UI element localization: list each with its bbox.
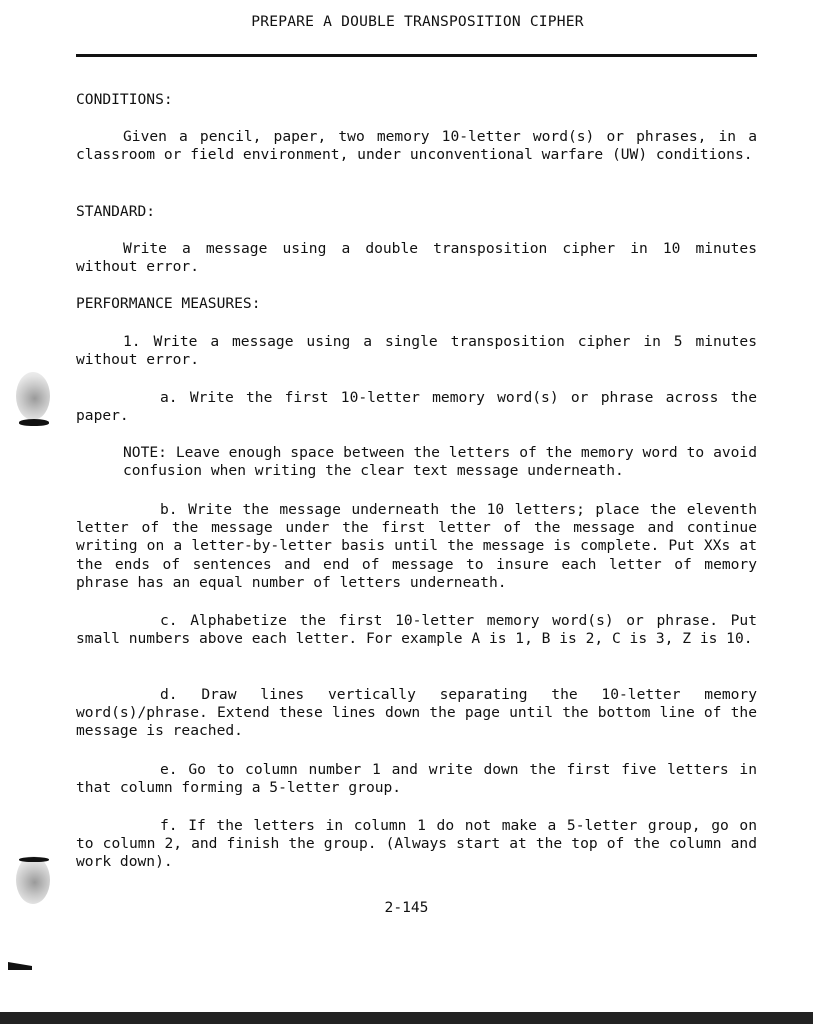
binder-hole-icon: [16, 856, 50, 904]
step-b: b. Write the message underneath the 10 letters; place the eleventh letter of the message under the first letter of the message and continue writing on a letter-by-letter basis until the message is complete. Put XXs at the ends of sentences and end of message to insure each letter of memory phrase has an equal number of letters underneath.: [76, 501, 757, 591]
corner-mark-icon: [8, 962, 32, 970]
scan-bottom-edge: [0, 1012, 813, 1024]
binder-hole-icon: [16, 372, 50, 420]
page-number: 2-145: [384, 899, 429, 916]
step-a: a. Write the first 10-letter memory word(s) or phrase across the paper.: [76, 389, 757, 425]
conditions-heading: CONDITIONS:: [76, 91, 173, 108]
standard-text: Write a message using a double transposition cipher in 10 minutes without error.: [76, 240, 757, 276]
page-title: PREPARE A DOUBLE TRANSPOSITION CIPHER: [251, 13, 584, 30]
binder-hole-shadow: [19, 857, 49, 862]
step-f: f. If the letters in column 1 do not make a 5-letter group, go on to column 2, and finish the group. (Always start at the top of the column and work down).: [76, 817, 757, 871]
step-c: c. Alphabetize the first 10-letter memory word(s) or phrase. Put small numbers above each letter. For example A is 1, B is 2, C is 3, Z is 10.: [76, 612, 757, 648]
step-e: e. Go to column number 1 and write down the first five letters in that column forming a 5-letter group.: [76, 761, 757, 797]
note-text: NOTE: Leave enough space between the letters of the memory word to avoid confusion when writing the clear text message underneath.: [123, 444, 757, 480]
conditions-text: Given a pencil, paper, two memory 10-letter word(s) or phrases, in a classroom or field environment, under unconventional warfare (UW) conditions.: [76, 128, 757, 164]
title-rule: [76, 54, 757, 57]
binder-hole-shadow: [19, 419, 49, 426]
measure-1: 1. Write a message using a single transposition cipher in 5 minutes without error.: [76, 333, 757, 369]
standard-heading: STANDARD:: [76, 203, 156, 220]
performance-heading: PERFORMANCE MEASURES:: [76, 295, 261, 312]
step-d: d. Draw lines vertically separating the 10-letter memory word(s)/phrase. Extend these lines down the page until the bottom line of the message is reached.: [76, 686, 757, 740]
